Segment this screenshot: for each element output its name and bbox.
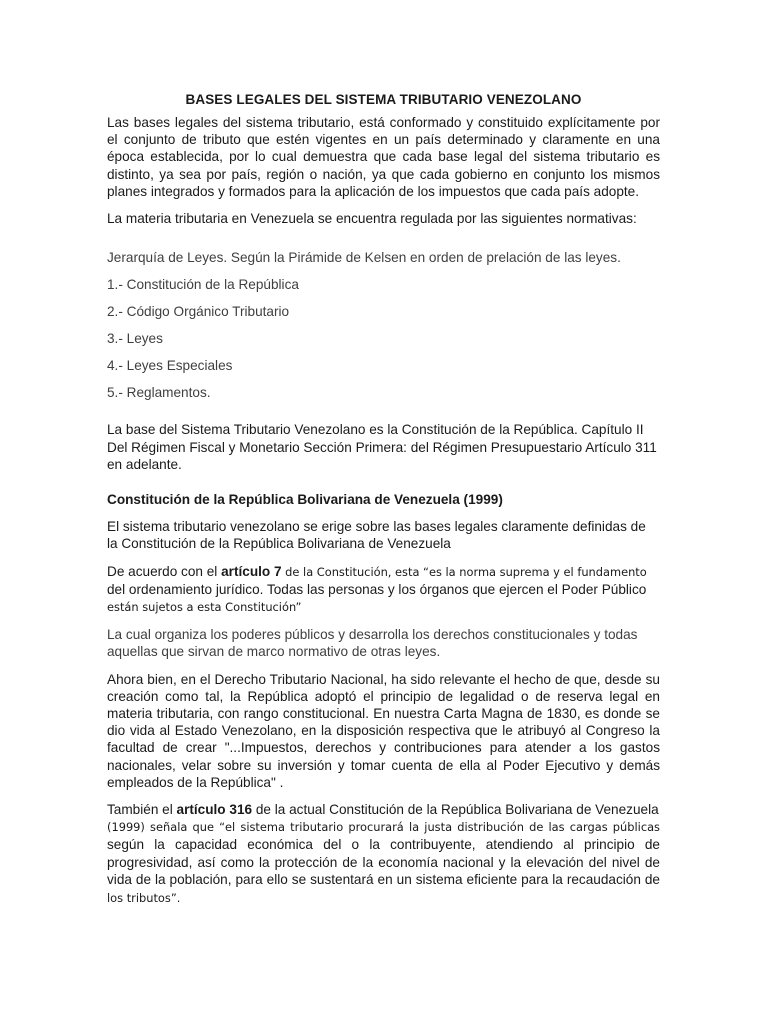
list-item: 4.- Leyes Especiales <box>107 358 233 374</box>
art316-bold: artículo 316 <box>176 802 253 818</box>
organiza-paragraph: La cual organiza los poderes públicos y desarrolla los derechos constitucionales y todas aquellas que sirvan de marco normativo de otras leyes. <box>107 627 638 660</box>
section-heading: Constitución de la República Bolivariana de Venezuela (1999) <box>107 492 503 508</box>
art316-tail: los tributos”. <box>107 891 181 906</box>
art7-bold: artículo 7 <box>221 563 282 579</box>
intro-paragraph: Las bases legales del sistema tributario, está conformado y constituido explícitamente por el conjunto de tributo que estén vigentes en un país determinado y claramente en una época establecida, por lo cual demuestra que cada base legal del sistema tributario es distinto, ya sea por país, región o nación, ya que cada gobierno en conjunto los mismos planes integrados y formados para la aplicación de los impuestos que cada país adopte. <box>107 115 660 199</box>
art316-pre: También el <box>107 802 177 818</box>
erige-paragraph: El sistema tributario venezolano se erige sobre las bases legales claramente definidas de la Constitución de la República Bolivariana de Venezuela <box>107 519 646 552</box>
laws-list <box>107 276 660 401</box>
list-item: 5.- Reglamentos. <box>107 385 211 401</box>
art7-mid: de la Constitución, esta “es la norma suprema y el fundamento <box>281 564 647 579</box>
list-item: 1.- Constitución de la República <box>107 277 299 293</box>
document-title: BASES LEGALES DEL SISTEMA TRIBUTARIO VENEZOLANO <box>185 92 582 107</box>
art7-pre: De acuerdo con el <box>107 563 222 579</box>
articulo316-paragraph <box>107 801 660 907</box>
jerarquia-paragraph: Jerarquía de Leyes. Según la Pirámide de Kelsen en orden de prelación de las leyes. <box>107 250 621 266</box>
art316-mid: (1999) señala que “el sistema tributario procurará la justa distribución de las cargas públicas <box>107 820 660 835</box>
list-item: 3.- Leyes <box>107 331 163 347</box>
art316-post: de la actual Constitución de la República Bolivariana de Venezuela <box>252 802 659 818</box>
base-paragraph: La base del Sistema Tributario Venezolano es la Constitución de la República. Capítulo II Del Régimen Fiscal y Monetario Sección Primera: del Régimen Presupuestario Artículo 311 en adelante. <box>107 422 657 472</box>
list-item: 2.- Código Orgánico Tributario <box>107 304 290 320</box>
ahora-paragraph: Ahora bien, en el Derecho Tributario Nacional, ha sido relevante el hecho de que, desde su creación como tal, la República adoptó el principio de legalidad o de reserva legal en materia tributaria, con rango constitucional. En nuestra Carta Magna de 1830, es donde se dio vida al Estado Venezolano, en la disposición respectiva que le atribuyó al Congreso la facultad de crear "...Impuestos, derechos y contribuciones para atender a los gastos nacionales, velar sobre su inversión y tomar cuenta de ella al Poder Ejecutivo y demás empleados de la República" . <box>107 671 660 790</box>
normativas-paragraph: La materia tributaria en Venezuela se encuentra regulada por las siguientes normativas: <box>107 211 637 227</box>
articulo7-paragraph <box>107 563 660 617</box>
art316-rest: según la capacidad económica del o la contribuyente, atendiendo al principio de progresividad, así como la protección de la economía nacional y la elevación del nivel de vida de la población, para ello se sustentará en un sistema eficiente para la recaudación de <box>107 837 660 887</box>
art7-post: del ordenamiento jurídico. Todas las personas y los órganos que ejercen el Poder Público <box>107 581 647 597</box>
art7-tail: están sujetos a esta Constitución” <box>107 600 302 615</box>
